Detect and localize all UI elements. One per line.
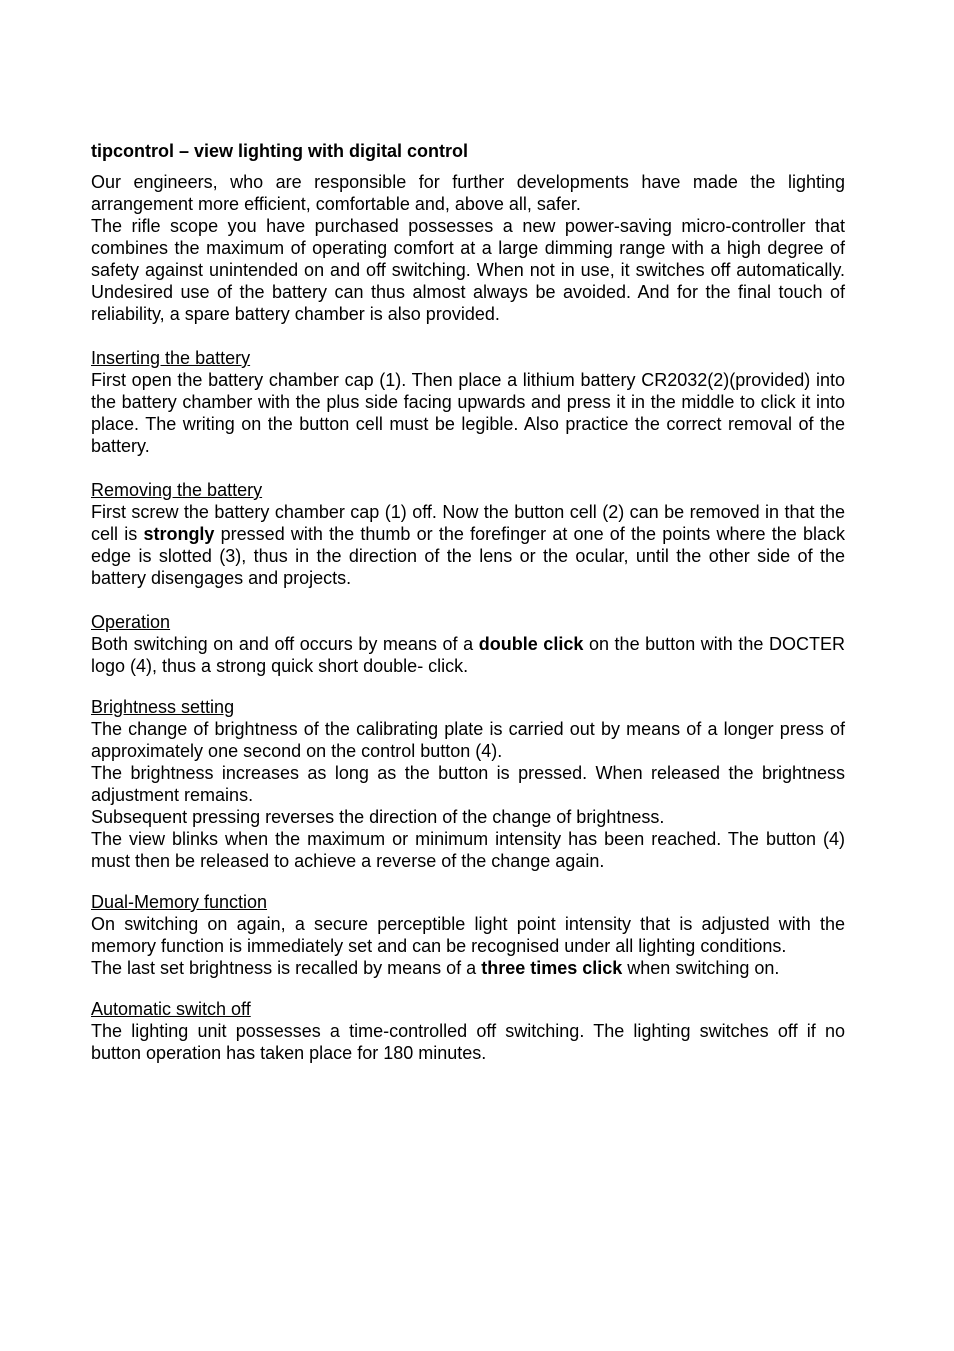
operation-text-before: Both switching on and off occurs by means of a (91, 634, 479, 654)
brightness-paragraph-2: The brightness increases as long as the button is pressed. When released the brightness adjustment remains. (91, 763, 845, 805)
document-title: tipcontrol – view lighting with digital control (91, 141, 468, 161)
inserting-section (91, 347, 845, 457)
dual-memory-heading: Dual-Memory function (91, 892, 268, 912)
operation-heading: Operation (91, 612, 171, 632)
intro-paragraph-2: The rifle scope you have purchased possesses a new power-saving micro-controller that combines the maximum of operating comfort at a large dimming range with a high degree of safety against unintended on and off switching. When not in use, it switches off automatically. Undesired use of the battery can thus almost always be avoided. And for the final touch of reliability, a spare battery chamber is also provided. (91, 216, 845, 324)
auto-off-section (91, 998, 845, 1064)
inserting-heading: Inserting the battery (91, 348, 251, 368)
brightness-paragraph-3: Subsequent pressing reverses the direction of the change of brightness. (91, 807, 665, 827)
dual-memory-paragraph-1: On switching on again, a secure perceptible light point intensity that is adjusted with the memory function is immediately set and can be recognised under all lighting conditions. (91, 914, 845, 956)
removing-text-after: pressed with the thumb or the forefinger at one of the points where the black edge is slotted (3), thus in the direction of the lens or the ocular, until the other side of the battery disengages and projects. (91, 524, 845, 588)
brightness-paragraph-4: The view blinks when the maximum or minimum intensity has been reached. The button (4) must then be released to achieve a reverse of the change again. (91, 829, 845, 871)
brightness-section (91, 696, 845, 872)
intro-paragraph-1: Our engineers, who are responsible for further developments have made the lighting arrangement more efficient, comfortable and, above all, safer. (91, 172, 845, 214)
dual-memory-bold: three times click (481, 958, 623, 978)
auto-off-text: The lighting unit possesses a time-controlled off switching. The lighting switches off if no button operation has taken place for 180 minutes. (91, 1021, 845, 1063)
document-page (91, 140, 845, 1064)
removing-text (91, 501, 845, 589)
inserting-text: First open the battery chamber cap (1). Then place a lithium battery CR2032(2)(provided) into the battery chamber with the plus side facing upwards and press it in the middle to click it into place. The writing on the button cell must be legible. Also practice the correct removal of the battery. (91, 370, 845, 456)
operation-bold: double click (478, 634, 584, 654)
dual-memory-section (91, 891, 845, 979)
operation-section (91, 611, 845, 677)
removing-heading: Removing the battery (91, 480, 263, 500)
brightness-heading: Brightness setting (91, 697, 235, 717)
operation-text-after: on the button with the DOCTER logo (4), thus a strong quick short double- click. (91, 634, 845, 676)
removing-bold: strongly (143, 524, 215, 544)
auto-off-heading: Automatic switch off (91, 999, 251, 1019)
dual-memory-text-after: when switching on. (622, 958, 780, 978)
dual-memory-text-before: The last set brightness is recalled by means of a (91, 958, 482, 978)
brightness-paragraph-1: The change of brightness of the calibrating plate is carried out by means of a longer press of approximately one second on the control button (4). (91, 719, 845, 761)
operation-text (91, 633, 845, 677)
dual-memory-paragraph-2 (91, 957, 845, 979)
intro-section (91, 171, 845, 325)
removing-text-before: First screw the battery chamber cap (1) off. Now the button cell (2) can be removed in that the cell is (91, 502, 845, 544)
removing-section (91, 479, 845, 589)
